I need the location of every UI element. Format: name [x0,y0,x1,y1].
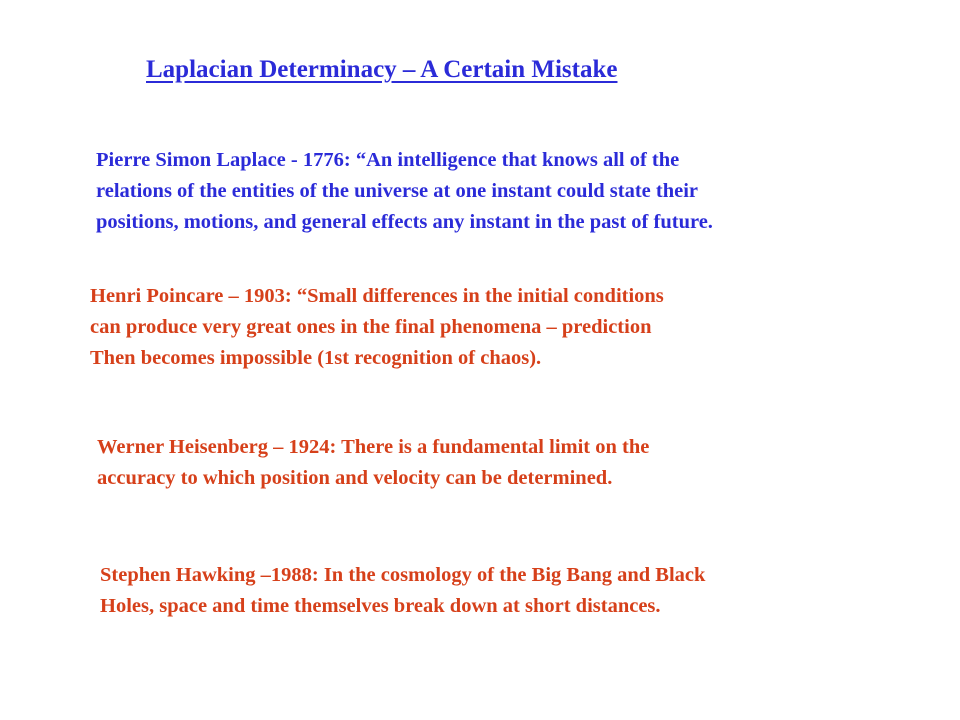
quote-line: positions, motions, and general effects any instant in the past of future. [96,211,713,233]
hawking-quote [100,560,705,622]
slide-title: Laplacian Determinacy – A Certain Mistake [146,56,618,83]
quote-line: accuracy to which position and velocity can be determined. [97,467,613,489]
quote-line: Holes, space and time themselves break down at short distances. [100,595,661,617]
quote-line: Then becomes impossible (1st recognition of chaos). [90,347,542,369]
quote-line: relations of the entities of the universe at one instant could state their [96,180,699,202]
laplace-quote [96,145,713,238]
quote-line: Henri Poincare – 1903: “Small differences in the initial conditions [90,285,664,307]
quote-line: Pierre Simon Laplace - 1776: “An intelligence that knows all of the [96,149,680,171]
poincare-quote [90,281,664,374]
heisenberg-quote [97,432,649,494]
quote-line: can produce very great ones in the final phenomena – prediction [90,316,652,338]
quote-line: Werner Heisenberg – 1924: There is a fundamental limit on the [97,436,650,458]
quote-line: Stephen Hawking –1988: In the cosmology of the Big Bang and Black [100,564,706,586]
